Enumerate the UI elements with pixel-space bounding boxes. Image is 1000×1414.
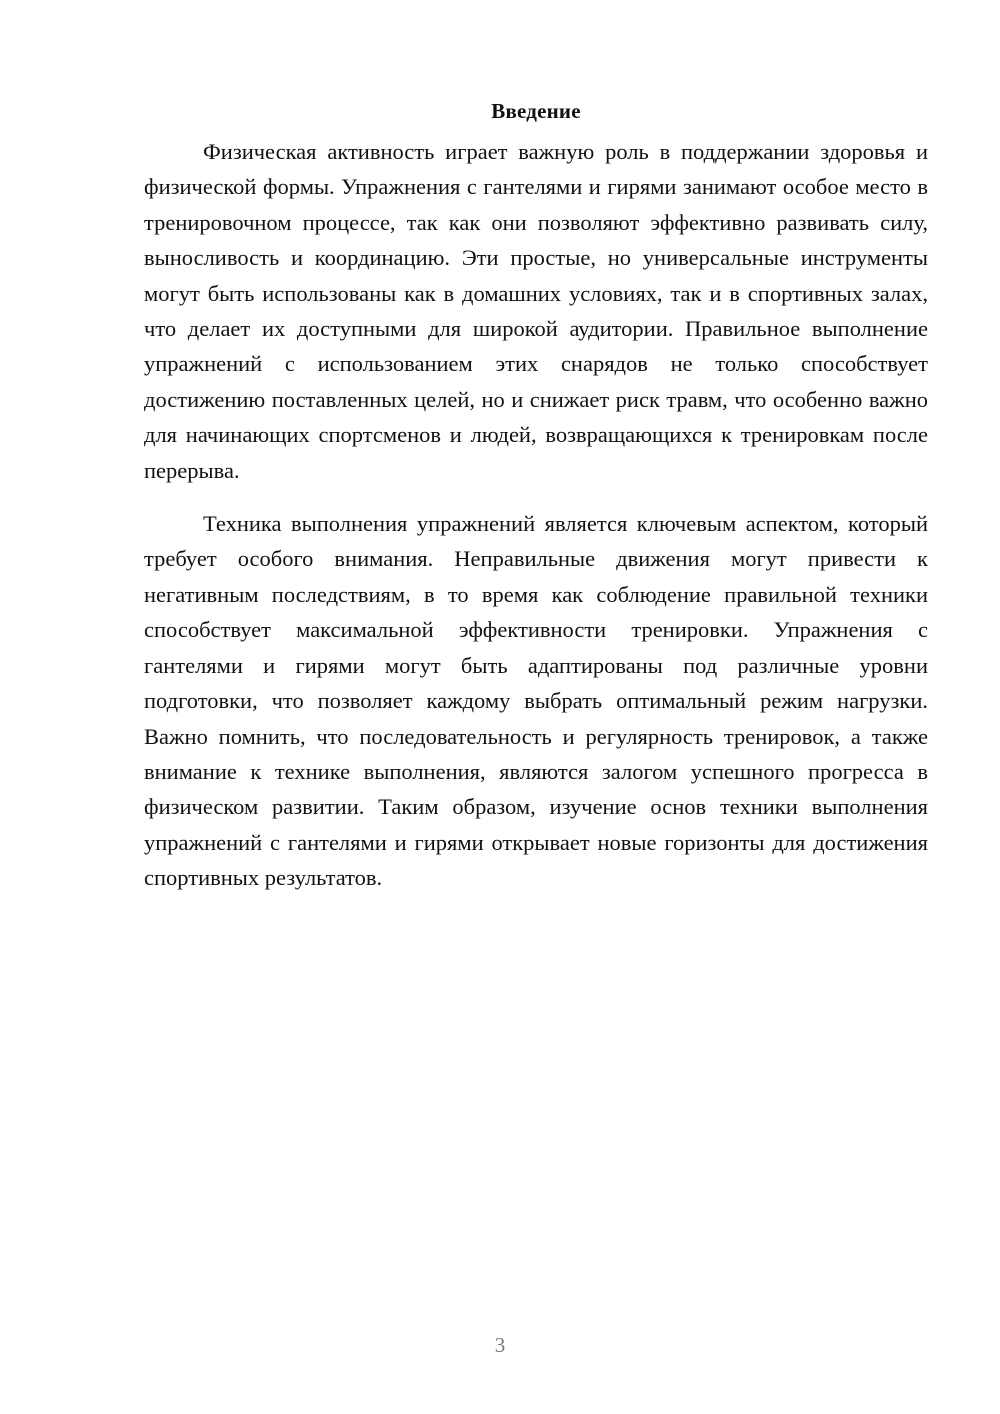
- paragraph-1: Физическая активность играет важную роль в поддержании здоровья и физической формы. Упражнения с гантелями и гирями занимают особое место в тренировочном процессе, так как они позволяют эффективно развивать силу, выносливость и координацию. Эти простые, но универсальные инструменты могут быть использованы как в домашних условиях, так и в спортивных залах, что делает их доступными для широкой аудитории. Правильное выполнение упражнений с использованием этих снарядов не только способствует достижению поставленных целей, но и снижает риск травм, что особенно важно для начинающих спортсменов и людей, возвращающихся к тренировкам после перерыва.: [144, 139, 928, 483]
- paragraph-2: Техника выполнения упражнений является ключевым аспектом, который требует особого внимания. Неправильные движения могут привести к негативным последствиям, в то время как соблюдение правильной техники способствует максимальной эффективности тренировки. Упражнения с гантелями и гирями могут быть адаптированы под различные уровни подготовки, что позволяет каждому выбрать оптимальный режим нагрузки. Важно помнить, что последовательность и регулярность тренировок, а также внимание к технике выполнения, являются залогом успешного прогресса в физическом развитии. Таким образом, изучение основ техники выполнения упражнений с гантелями и гирями открывает новые горизонты для достижения спортивных результатов.: [144, 511, 928, 891]
- document-body: [144, 94, 928, 896]
- section-title: Введение: [491, 99, 581, 123]
- page-number: 3: [494, 1333, 506, 1357]
